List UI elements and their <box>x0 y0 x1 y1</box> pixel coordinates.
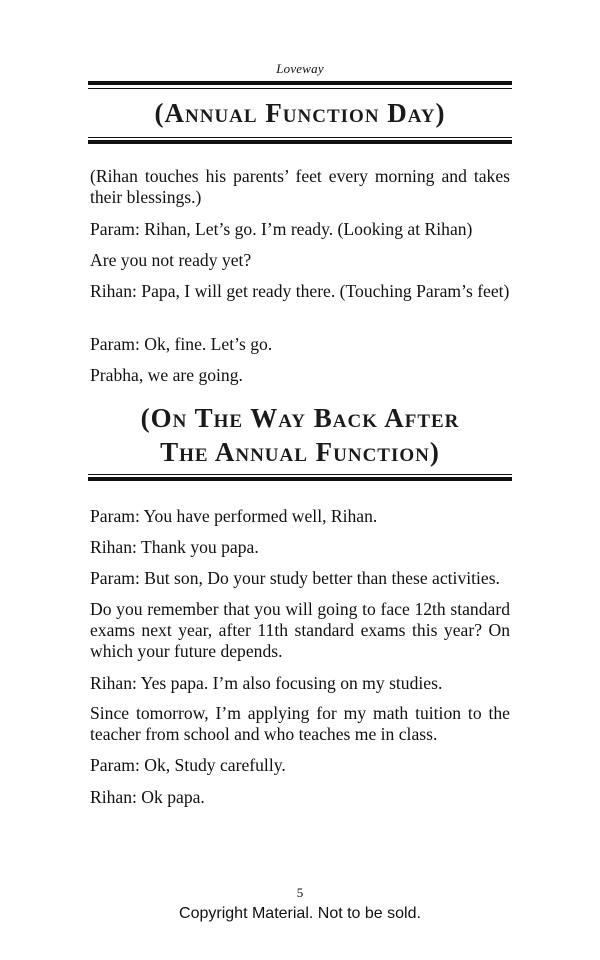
running-header: Loveway <box>276 61 324 76</box>
heading-bottom-rule-thick <box>88 140 512 144</box>
heading-bottom-rule-thick <box>88 477 512 481</box>
paragraph: Rihan: Yes papa. I’m also focusing on my studies. <box>90 673 443 693</box>
paragraph: Rihan: Papa, I will get ready there. (Touching Param’s feet) <box>90 281 510 301</box>
heading-top-rule-thick <box>88 81 512 85</box>
paragraph: Rihan: Ok papa. <box>90 787 205 807</box>
paragraph: Do you remember that you will going to face 12th standard exams next year, after 11th standard exams this year? On which your future depends. <box>90 599 510 661</box>
heading-top-rule-thin <box>88 88 512 89</box>
heading-bottom-rule-thin <box>88 474 512 475</box>
section-heading-line-1: (On The Way Back After <box>140 403 460 433</box>
copyright-notice: Copyright Material. Not to be sold. <box>179 905 421 922</box>
paragraph: Are you not ready yet? <box>90 250 252 270</box>
paragraph: Rihan: Thank you papa. <box>90 537 259 557</box>
paragraph: Param: Ok, fine. Let’s go. <box>90 334 273 354</box>
page-number: 5 <box>296 885 304 900</box>
paragraph: Param: Ok, Study carefully. <box>90 755 286 775</box>
paragraph: Param: You have performed well, Rihan. <box>90 506 378 526</box>
paragraph: Since tomorrow, I’m applying for my math tuition to the teacher from school and who teaches me in class. <box>90 703 510 744</box>
section-heading-annual-function-day: (Annual Function Day) <box>154 98 446 128</box>
paragraph: Param: Rihan, Let’s go. I’m ready. (Looking at Rihan) <box>90 219 473 239</box>
paragraph: (Rihan touches his parents’ feet every morning and takes their blessings.) <box>90 166 510 207</box>
paragraph: Prabha, we are going. <box>90 365 243 385</box>
paragraph: Param: But son, Do your study better than these activities. <box>90 568 500 588</box>
heading-bottom-rule-thin <box>88 137 512 138</box>
section-heading-line-2: The Annual Function) <box>160 437 440 467</box>
